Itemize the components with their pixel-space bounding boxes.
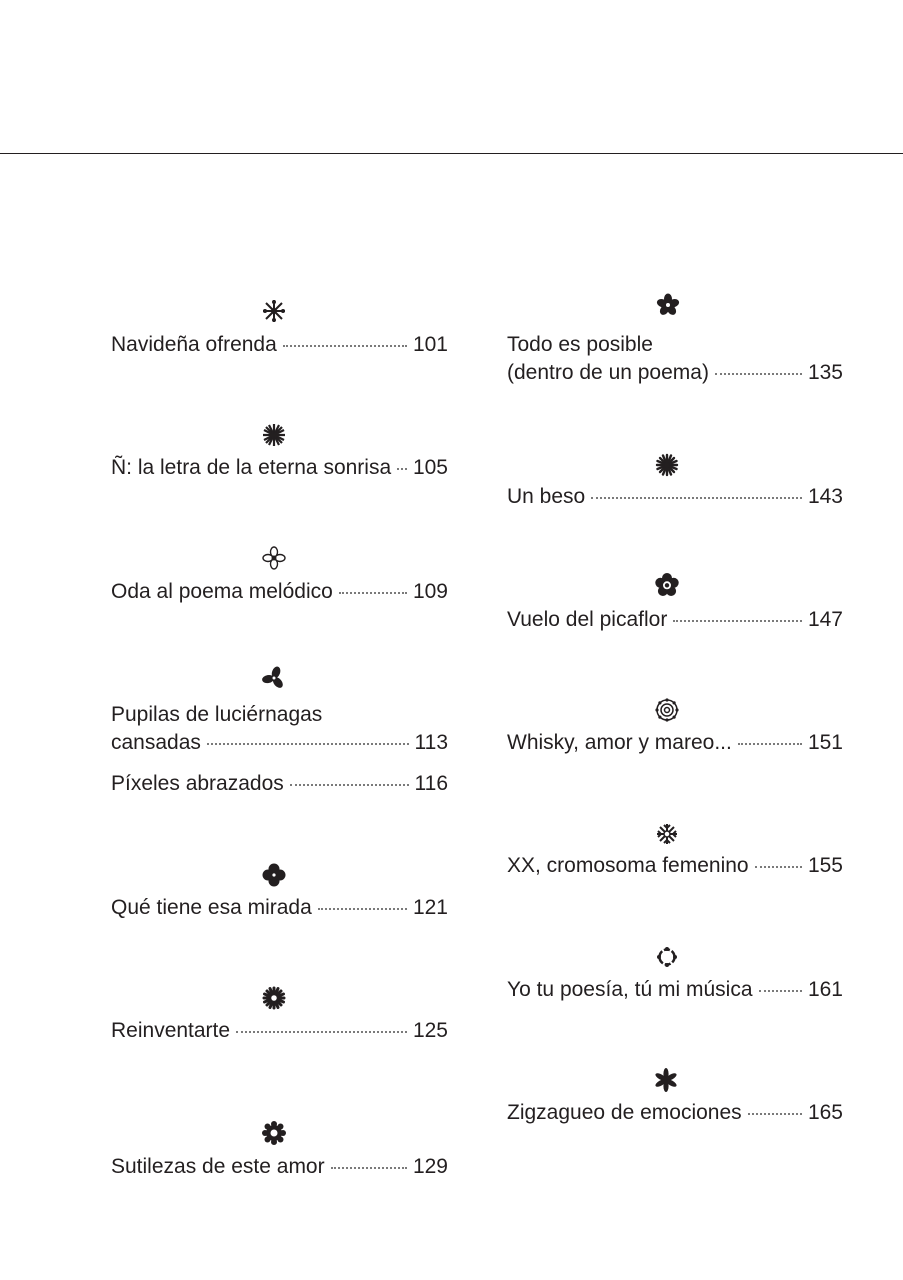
dot-leader: [283, 345, 407, 347]
dot-leader: [759, 990, 802, 992]
dot-leader: [331, 1167, 407, 1169]
mandala-icon: [655, 698, 679, 722]
pinwheel-flower-icon: [262, 666, 286, 690]
swirl-snowflake-icon: [655, 822, 679, 846]
dot-leader: [339, 592, 407, 594]
page-number: 121: [412, 896, 448, 919]
dot-leader: [738, 743, 802, 745]
toc-entry-whisky[interactable]: Whisky, amor y mareo... 151: [507, 729, 843, 757]
toc-entry-pixeles[interactable]: Píxeles abrazados 116: [111, 770, 448, 798]
page-number: 147: [807, 608, 843, 631]
starburst-icon: [262, 423, 286, 447]
toc-entry-vuelo[interactable]: Vuelo del picaflor 147: [507, 606, 843, 634]
page-number: 125: [412, 1019, 448, 1042]
sunflower-icon: [262, 986, 286, 1010]
toc-entry-que-tiene[interactable]: Qué tiene esa mirada 121: [111, 894, 448, 922]
toc-entry-yo-tu-poesia[interactable]: Yo tu poesía, tú mi música 161: [507, 976, 843, 1004]
page-number: 129: [412, 1155, 448, 1178]
toc-entry-un-beso[interactable]: Un beso 143: [507, 483, 843, 511]
page-number: 151: [807, 731, 843, 754]
page-number: 143: [807, 485, 843, 508]
page-number: 109: [412, 580, 448, 603]
four-petal-flower-icon: [262, 863, 286, 887]
toc-entry-todo-es-posible[interactable]: (dentro de un poema) 135: [507, 359, 843, 387]
toc-entry-sutilezas[interactable]: Sutilezas de este amor 129: [111, 1153, 448, 1181]
toc-entry-pupilas[interactable]: cansadas 113: [111, 729, 448, 757]
toc-entry-oda[interactable]: Oda al poema melódico 109: [111, 578, 448, 606]
outline-flower-icon: [262, 546, 286, 570]
toc-entry-navidena[interactable]: Navideña ofrenda 101: [111, 331, 448, 359]
page-number: 165: [807, 1101, 843, 1124]
ring-flower-icon: [655, 573, 679, 597]
dot-leader: [318, 908, 407, 910]
toc-entry-todo-line1: Todo es posible: [507, 333, 653, 356]
asterisk-flower-icon: [654, 1068, 678, 1092]
page-number: 101: [412, 333, 448, 356]
gear-flower-icon: [262, 1121, 286, 1145]
page-number: 105: [412, 456, 448, 479]
snowflake-icon: [262, 299, 286, 323]
page-number: 113: [414, 731, 448, 754]
five-petal-flower-icon: [656, 293, 680, 317]
dot-leader: [673, 620, 802, 622]
dot-leader: [397, 468, 407, 470]
toc-entry-pupilas-line1: Pupilas de luciérnagas: [111, 703, 323, 726]
dot-leader: [290, 784, 409, 786]
page-number: 155: [807, 854, 843, 877]
spiky-star-icon: [655, 453, 679, 477]
dot-leader: [236, 1031, 407, 1033]
page-number: 161: [807, 978, 843, 1001]
dot-leader: [207, 743, 409, 745]
dot-leader: [715, 373, 802, 375]
toc-entry-n-letra[interactable]: Ñ: la letra de la eterna sonrisa 105: [111, 454, 448, 482]
dot-leader: [748, 1113, 802, 1115]
toc-entry-xx[interactable]: XX, cromosoma femenino 155: [507, 852, 843, 880]
dot-leader: [755, 866, 802, 868]
dot-leader: [591, 497, 802, 499]
header-rule: [0, 153, 903, 154]
toc-entry-zigzagueo[interactable]: Zigzagueo de emociones 165: [507, 1099, 843, 1127]
page-number: 135: [807, 361, 843, 384]
page-number: 116: [414, 772, 448, 795]
wreath-icon: [655, 945, 679, 969]
toc-entry-reinventarte[interactable]: Reinventarte 125: [111, 1017, 448, 1045]
